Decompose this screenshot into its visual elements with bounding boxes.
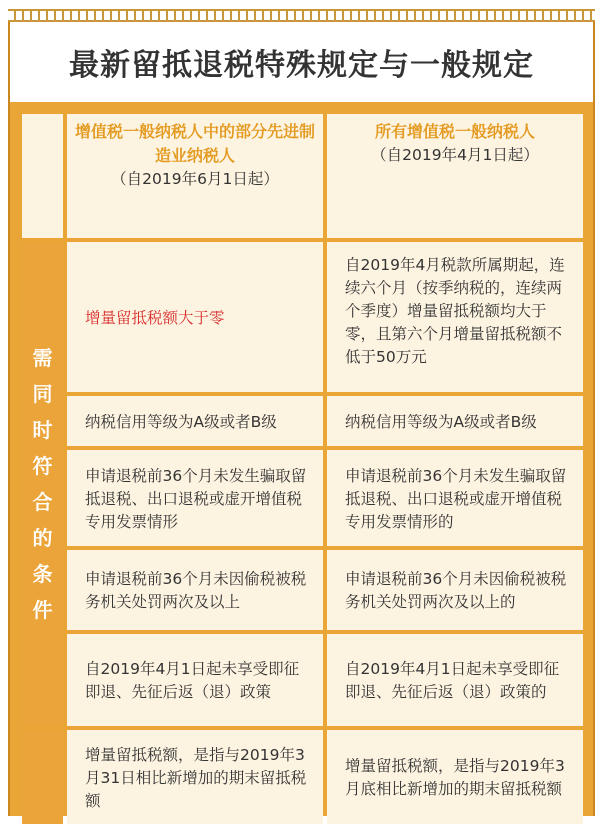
table-cell-right [327, 730, 583, 824]
page-title: 最新留抵退税特殊规定与一般规定 [69, 48, 534, 83]
table-cell-right [327, 634, 583, 726]
side-label-char: 合 [32, 490, 53, 514]
side-label-char: 件 [32, 598, 53, 622]
side-label-char: 需 [32, 346, 53, 370]
header-col-special-title: 增值税一般纳税人中的部分先进制造业纳税人 [75, 122, 316, 165]
condition-text: 自2019年4月1日起未享受即征即退、先征后返（退）政策 [85, 660, 300, 701]
condition-text: 纳税信用等级为A级或者B级 [85, 412, 277, 431]
condition-text: 申请退税前36个月未因偷税被税务机关处罚两次及以上的 [345, 570, 567, 611]
side-label-definition [22, 730, 63, 824]
title-box [10, 22, 593, 102]
side-label-char: 同 [32, 382, 53, 406]
side-label-char: 的 [32, 526, 53, 550]
notebook-frame [8, 22, 595, 816]
table-cell-right [327, 396, 583, 446]
table-cell-right [327, 450, 583, 546]
table-cell-right [327, 242, 583, 392]
header-col-general [327, 114, 583, 238]
side-label-char: 时 [32, 418, 53, 442]
table-cell-left [67, 450, 323, 546]
header-col-special-date: （自2019年6月1日起） [111, 170, 279, 188]
side-label-char: 条 [32, 562, 53, 586]
header-corner [22, 114, 63, 238]
condition-text: 纳税信用等级为A级或者B级 [345, 412, 537, 431]
table-cell-right [327, 550, 583, 630]
condition-text: 自2019年4月税款所属期起，连续六个月（按季纳税的，连续两个季度）增量留抵税额均大于零，且第六个月增量留抵税额不低于50万元 [345, 256, 565, 366]
condition-text: 申请退税前36个月未发生骗取留抵退税、出口退税或虚开增值税专用发票情形 [85, 466, 307, 531]
condition-text: 自2019年4月1日起未享受即征即退、先征后返（退）政策的 [345, 660, 560, 701]
header-col-general-title: 所有增值税一般纳税人 [374, 122, 535, 141]
table-cell-left [67, 242, 323, 392]
spiral-binding [0, 0, 603, 22]
definition-text: 增量留抵税额，是指与2019年3月底相比新增加的期末留抵税额 [345, 757, 565, 798]
table-cell-left [67, 396, 323, 446]
condition-text: 申请退税前36个月未发生骗取留抵退税、出口退税或虚开增值税专用发票情形的 [345, 466, 567, 531]
header-col-special [67, 114, 323, 238]
table-cell-left [67, 550, 323, 630]
table-cell-left [67, 634, 323, 726]
spiral-binding-bar [8, 9, 595, 22]
condition-text: 申请退税前36个月未因偷税被税务机关处罚两次及以上 [85, 570, 307, 611]
table-cell-left [67, 730, 323, 824]
header-col-general-date: （自2019年4月1日起） [371, 146, 539, 164]
definition-text: 增量留抵税额，是指与2019年3月31日相比新增加的期末留抵税额 [85, 745, 307, 810]
condition-text: 增量留抵税额大于零 [85, 308, 225, 327]
side-label [22, 242, 63, 726]
side-label-char: 符 [32, 454, 53, 478]
